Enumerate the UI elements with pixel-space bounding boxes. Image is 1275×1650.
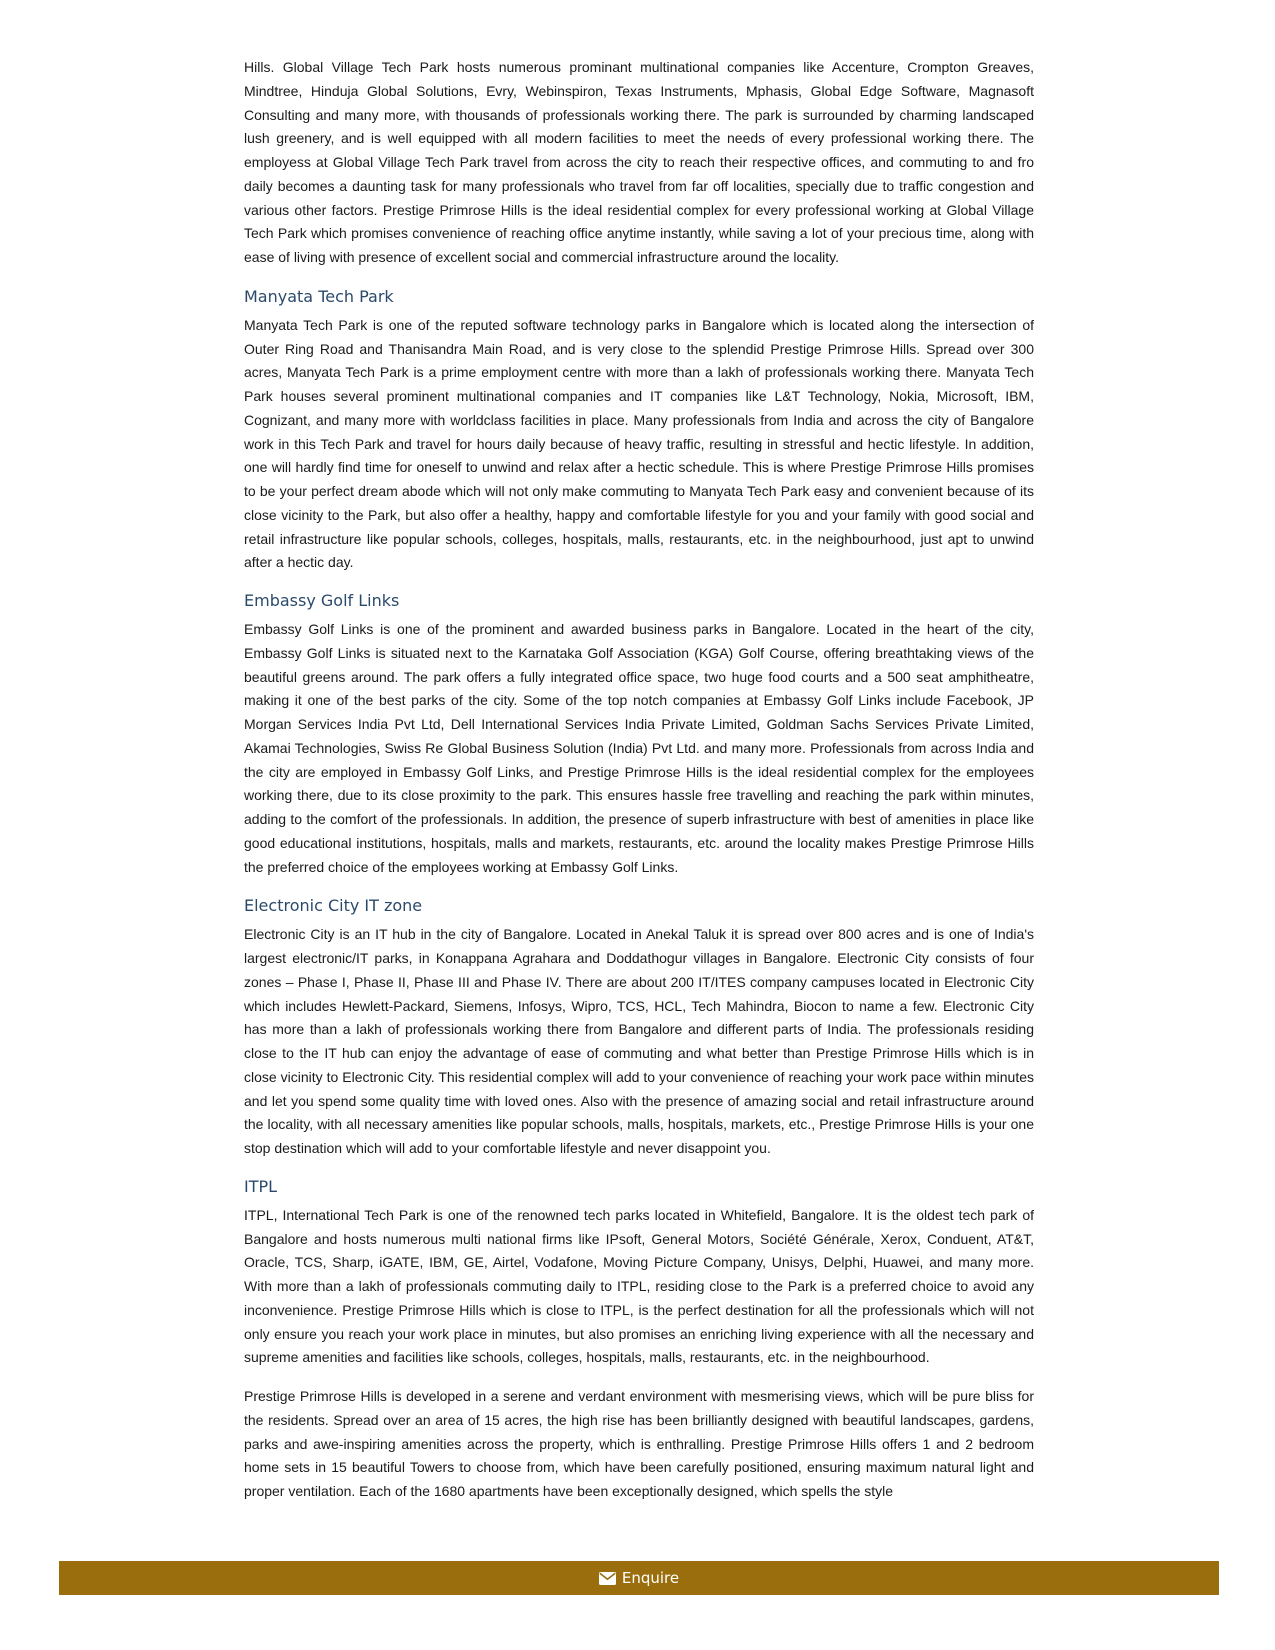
section-heading-itpl: ITPL: [244, 1176, 278, 1196]
page-content: [244, 56, 1034, 1504]
closing-paragraph: Prestige Primrose Hills is developed in a serene and verdant environment with mesmerising views, which will be pure bliss for the residents. Spread over an area of 15 acres, the high rise has been brilliantly designed with beautiful landscapes, gardens, parks and awe-inspiring amenities across the property, which is enthralling. Prestige Primrose Hills offers 1 and 2 bedroom home sets in 15 beautiful Towers to choose from, which have been carefully positioned, ensuring maximum natural light and proper ventilation. Each of the 1680 apartments have been exceptionally designed, which spells the style: [244, 1388, 1034, 1499]
section-heading-embassy: Embassy Golf Links: [244, 591, 400, 610]
section-heading-electronic-city: Electronic City IT zone: [244, 896, 423, 916]
section-paragraph-itpl: ITPL, International Tech Park is one of the renowned tech parks located in Whitefield, Bangalore. It is the oldest tech park of Bangalore and hosts numerous multi national firms like IPsoft, General Motors, Société Générale, Xerox, Conduent, AT&T, Oracle, TCS, Sharp, iGATE, IBM, GE, Airtel, Vodafone, Moving Picture Company, Unisys, Delphi, Huawei, and many more. With more than a lakh of professionals commuting daily to ITPL, residing close to the Park is a preferred choice to avoid any inconvenience. Prestige Primrose Hills which is close to ITPL, is the perfect destination for all the professionals which will not only ensure you reach your work place in minutes, but also promises an enriching living experience with all the necessary and supreme amenities and facilities like schools, colleges, hospitals, malls, restaurants, etc. in the neighbourhood.: [244, 1206, 1034, 1366]
section-heading-manyata: Manyata Tech Park: [244, 286, 394, 306]
intro-paragraph: Hills. Global Village Tech Park hosts numerous prominant multinational companies like Accenture, Crompton Greaves, Mindtree, Hinduja Global Solutions, Evry, Webinspiron, Texas Instruments, Mphasis, Global Edge Software, Magnasoft Consulting and many more, with thousands of professionals working there. The park is surrounded by charming landscaped lush greenery, and is well equipped with all modern facilities to meet the needs of every professional working there. The employess at Global Village Tech Park travel from across the city to reach their respective offices, and commuting to and fro daily becomes a daunting task for many professionals who travel from far off localities, specially due to traffic congestion and various other factors. Prestige Primrose Hills is the ideal residential complex for every professional working at Global Village Tech Park which promises convenience of reaching office anytime instantly, while saving a lot of your precious time, along with ease of living with presence of excellent social and commercial infrastructure around the locality.: [244, 59, 1034, 265]
section-paragraph-electronic-city: Electronic City is an IT hub in the city of Bangalore. Located in Anekal Taluk it is spread over 800 acres and is one of India's largest electronic/IT parks, in Konappana Agrahara and Doddathogur villages in Bangalore. Electronic City consists of four zones – Phase I, Phase II, Phase III and Phase IV. There are about 200 IT/ITES company campuses located in Electronic City which includes Hewlett-Packard, Siemens, Infosys, Wipro, TCS, HCL, Tech Mahindra, Biocon to name a few. Electronic City has more than a lakh of professionals working there from Bangalore and different parts of India. The professionals residing close to the IT hub can enjoy the advantage of ease of commuting and what better than Prestige Primrose Hills which is in close vicinity to Electronic City. This residential complex will add to your convenience of reaching your work pace within minutes and let you spend some quality time with loved ones. Also with the presence of amazing social and retail infrastructure around the locality, with all necessary amenities like popular schools, malls, hospitals, markets, etc., Prestige Primrose Hills is your one stop destination which will add to your comfortable lifestyle and never disappoint you.: [244, 926, 1034, 1156]
section-paragraph-manyata: Manyata Tech Park is one of the reputed software technology parks in Bangalore which is located along the intersection of Outer Ring Road and Thanisandra Main Road, and is very close to the splendid Prestige Primrose Hills. Spread over 300 acres, Manyata Tech Park is a prime employment centre with more than a lakh of professionals working there. Manyata Tech Park houses several prominent multinational companies and IT companies like L&T Technology, Nokia, Microsoft, IBM, Cognizant, and many more with worldclass facilities in place. Many professionals from India and across the city of Bangalore work in this Tech Park and travel for hours daily because of heavy traffic, resulting in stressful and hectic lifestyle. In addition, one will hardly find time for oneself to unwind and relax after a hectic schedule. This is where Prestige Primrose Hills promises to be your perfect dream abode which will not only make commuting to Manyata Tech Park easy and convenient because of its close vicinity to the Park, but also offer a healthy, happy and comfortable lifestyle for you and your family with good social and retail infrastructure like popular schools, colleges, hospitals, malls, restaurants, etc. in the neighbourhood, just apt to unwind after a hectic day.: [244, 316, 1034, 571]
enquire-button[interactable]: [59, 1561, 1219, 1595]
section-paragraph-embassy: Embassy Golf Links is one of the prominent and awarded business parks in Bangalore. Located in the heart of the city, Embassy Golf Links is situated next to the Karnataka Golf Association (KGA) Golf Course, offering breathtaking views of the beautiful greens around. The park offers a fully integrated office space, two huge food courts and a 500 seat amphitheatre, making it one of the best parks of the city. Some of the top notch companies at Embassy Golf Links include Facebook, JP Morgan Services India Pvt Ltd, Dell International Services India Private Limited, Goldman Sachs Services Private Limited, Akamai Technologies, Swiss Re Global Business Solution (India) Pvt Ltd. and many more. Professionals from across India and the city are employed in Embassy Golf Links, and Prestige Primrose Hills is the ideal residential complex for the employees working there, due to its close proximity to the park. This ensures hassle free travelling and reaching the park within minutes, adding to the comfort of the professionals. In addition, the presence of superb infrastructure with best of amenities in place like good educational institutions, hospitals, malls and markets, restaurants, etc. around the locality makes Prestige Primrose Hills the preferred choice of the employees working at Embassy Golf Links.: [244, 621, 1034, 875]
enquire-label: Enquire: [621, 1569, 680, 1587]
envelope-icon: [599, 1572, 616, 1585]
